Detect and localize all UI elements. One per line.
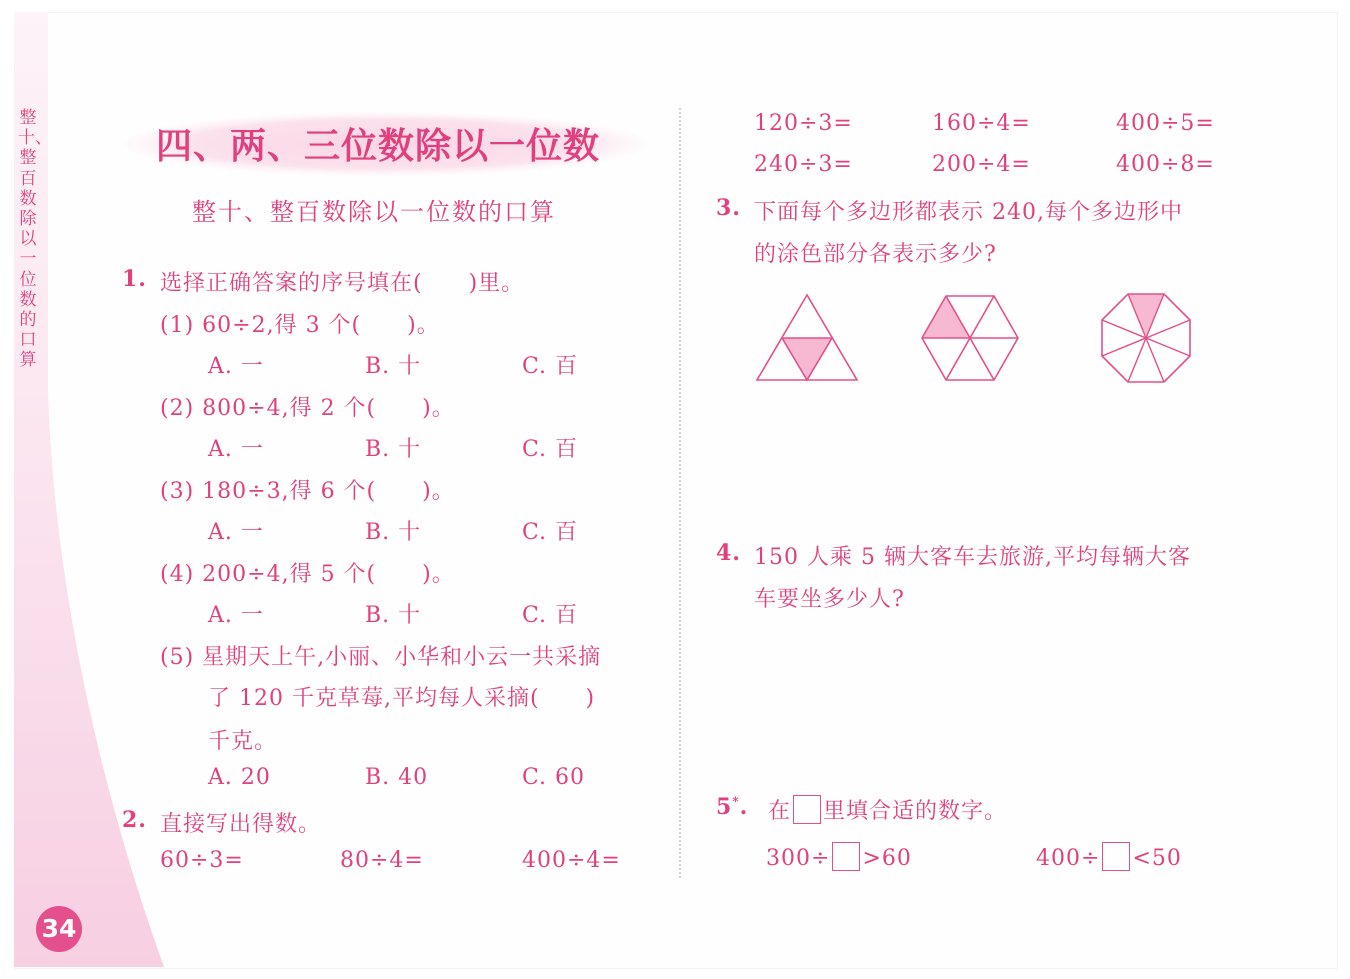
q5-expr2-pre: 400÷: [1036, 846, 1101, 871]
q2-expr: 80÷4=: [340, 848, 424, 873]
q1-item4-option-b: B. 十: [365, 603, 422, 628]
q5-number-dot: .: [739, 794, 749, 820]
q1-item4-stem: (4) 200÷4,得 5 个( )。: [160, 562, 455, 587]
q4-number: 4.: [716, 540, 741, 566]
q5-number-digit: 5: [716, 794, 733, 820]
q1-item2-stem: (2) 800÷4,得 2 个( )。: [160, 396, 455, 421]
q5-star: *: [732, 794, 740, 809]
q1-item3-option-a: A. 一: [208, 520, 264, 545]
q5-expr1-pre: 300÷: [766, 846, 831, 871]
section-title: 整十、整百数除以一位数的口算: [192, 198, 556, 226]
answer-box[interactable]: [1102, 842, 1130, 871]
q4-line1: 150 人乘 5 辆大客车去旅游,平均每辆大客: [754, 545, 1191, 570]
page-number: 34: [36, 906, 82, 952]
q1-item5-line2: 了 120 千克草莓,平均每人采摘( ): [208, 686, 596, 711]
q1-item1-option-a: A. 一: [208, 354, 264, 379]
q1-item2-option-b: B. 十: [365, 437, 422, 462]
q2-expr: 400÷8=: [1116, 152, 1215, 177]
q2-expr: 400÷4=: [522, 848, 621, 873]
q3-line2: 的涂色部分各表示多少?: [754, 242, 997, 267]
q3-line1: 下面每个多边形都表示 240,每个多边形中: [754, 200, 1183, 225]
q2-expr: 200÷4=: [932, 152, 1031, 177]
q3-number: 3.: [716, 195, 741, 221]
column-divider: [679, 108, 681, 878]
q2-expr: 400÷5=: [1116, 111, 1215, 136]
q1-item5-option-c: C. 60: [522, 765, 586, 790]
q5-expression-2: [1036, 842, 1182, 871]
q5-expr1-post: >60: [862, 846, 912, 871]
q1-item3-stem: (3) 180÷3,得 6 个( )。: [160, 479, 455, 504]
q2-number: 2.: [122, 807, 147, 833]
q5-prompt-post: 里填合适的数字。: [823, 799, 1008, 824]
q1-item3-option-c: C. 百: [522, 520, 579, 545]
hexagon-figure: [918, 292, 1022, 384]
answer-box[interactable]: [832, 842, 860, 871]
q1-item4-option-c: C. 百: [522, 603, 579, 628]
q1-item5-option-b: B. 40: [365, 765, 429, 790]
q2-expr: 240÷3=: [754, 152, 853, 177]
q5-expr2-post: <50: [1132, 846, 1182, 871]
q5-expression-1: [766, 842, 912, 871]
q1-item4-option-a: A. 一: [208, 603, 264, 628]
octagon-figure: [1096, 290, 1196, 386]
q1-number: 1.: [122, 266, 147, 292]
q1-item1-option-b: B. 十: [365, 354, 422, 379]
q1-item2-option-a: A. 一: [208, 437, 264, 462]
q1-item2-option-c: C. 百: [522, 437, 579, 462]
q1-item5-option-a: A. 20: [208, 765, 271, 790]
q2-prompt: 直接写出得数。: [160, 812, 322, 837]
q1-prompt: 选择正确答案的序号填在( )里。: [160, 271, 525, 296]
answer-box: [793, 795, 821, 824]
q1-item3-option-b: B. 十: [365, 520, 422, 545]
chapter-title: 四、两、三位数除以一位数: [156, 126, 601, 167]
q1-item5-line3: 千克。: [208, 729, 278, 754]
triangle-figure: [752, 292, 862, 384]
q2-expr: 160÷4=: [932, 111, 1031, 136]
q2-expr: 60÷3=: [160, 848, 244, 873]
q2-expr: 120÷3=: [754, 111, 853, 136]
q5-number: [716, 794, 748, 820]
q1-item1-option-c: C. 百: [522, 354, 579, 379]
q4-line2: 车要坐多少人?: [754, 587, 905, 612]
q5-prompt: [768, 794, 1007, 825]
q1-item1-stem: (1) 60÷2,得 3 个( )。: [160, 313, 440, 338]
q1-item5-line1: (5) 星期天上午,小丽、小华和小云一共采摘: [160, 645, 602, 670]
sidebar-section-label: 整十、整百数除以一位数的口算: [18, 108, 52, 371]
q5-prompt-pre: 在: [768, 799, 792, 824]
